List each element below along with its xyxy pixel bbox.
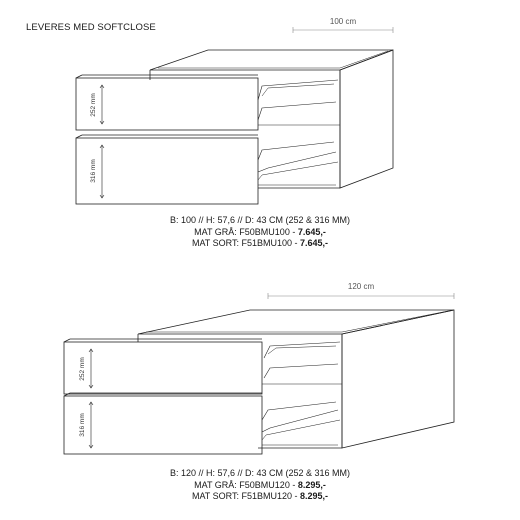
variant-label: MAT GRÅ: F50BMU120 - [194, 479, 298, 490]
variant-label: MAT SORT: F51BMU120 - [191, 491, 300, 501]
width-label: 120 cm [347, 282, 375, 291]
drawer-bottom-height-label: 316 mm [90, 159, 97, 183]
variant-price: 7.645,- [300, 238, 329, 248]
dimensions-text: B: 120 // H: 57,6 // D: 43 CM (252 & 316 MM) [169, 468, 351, 478]
cabinet-side [342, 310, 454, 448]
drawer-top [64, 342, 262, 394]
cabinet-side [340, 50, 393, 188]
variant-row [0, 227, 520, 239]
drawer-top-height-label: 252 mm [79, 357, 86, 381]
variant-label: MAT SORT: F51BMU100 - [191, 238, 300, 248]
product-specs-100 [0, 215, 520, 250]
cabinet-drawing-100 [0, 0, 520, 210]
variant-row [0, 480, 520, 492]
variant-label: MAT GRÅ: F50BMU100 - [194, 226, 298, 237]
product-specs-120 [0, 468, 520, 503]
variant-row [0, 238, 520, 250]
cabinet-top [138, 310, 454, 334]
cabinet-top [150, 50, 393, 70]
drawer-bottom-height-label: 316 mm [79, 413, 86, 437]
variant-price: 8.295,- [297, 479, 326, 490]
variant-price: 7.645,- [297, 226, 326, 237]
variant-price: 8.295,- [300, 491, 329, 501]
variant-row [0, 491, 520, 503]
width-label: 100 cm [329, 17, 357, 26]
drawer-bottom [64, 396, 262, 454]
page-title: LEVERES MED SOFTCLOSE [26, 22, 156, 33]
drawer-bottom [76, 138, 258, 204]
dimensions-text: B: 100 // H: 57,6 // D: 43 CM (252 & 316 MM) [169, 215, 351, 225]
drawer-top-height-label: 252 mm [90, 93, 97, 117]
cabinet-drawing-120 [0, 260, 520, 470]
